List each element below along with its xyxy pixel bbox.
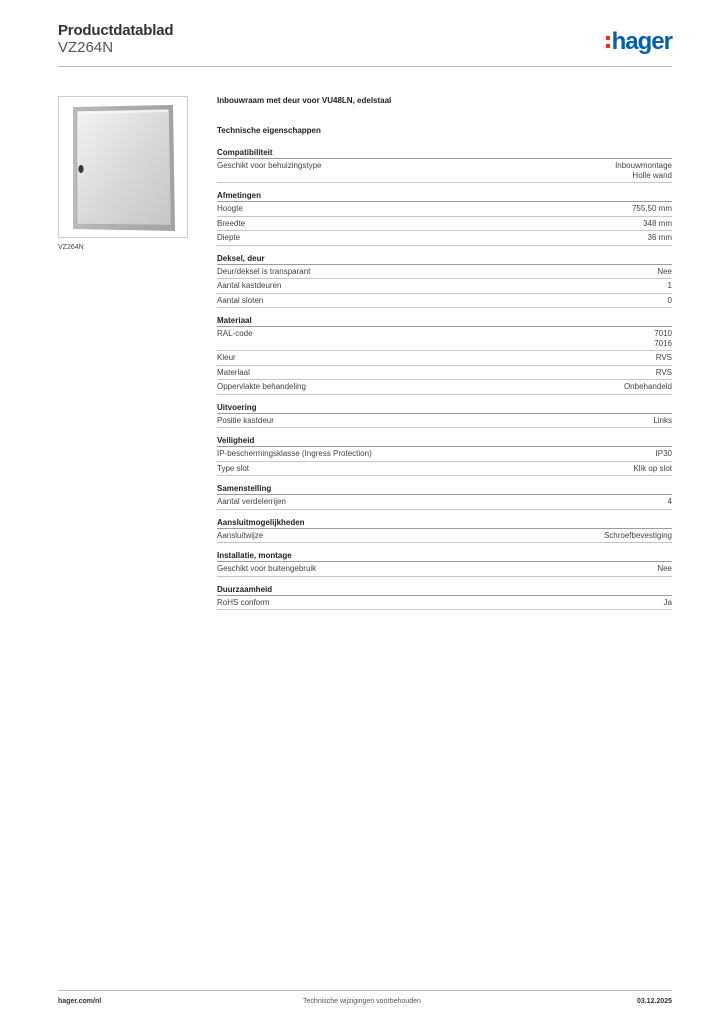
property-value-line: Links: [653, 415, 672, 425]
property-value-line: IP30: [655, 449, 672, 458]
property-value-line: RVS: [655, 353, 672, 362]
property-value: [668, 497, 672, 507]
property-row: [217, 462, 672, 477]
property-value: [664, 598, 672, 608]
group-title: Samenstelling: [217, 484, 672, 495]
property-label: Aansluitwijze: [217, 530, 264, 540]
group-title: Afmetingen: [217, 191, 672, 202]
property-value-line: 7010: [654, 329, 672, 338]
group-title: Duurzaamheid: [217, 585, 672, 596]
property-label: Deur/deksel is transparant: [217, 266, 311, 276]
property-value: [657, 564, 672, 574]
group-title: Uitvoering: [217, 403, 672, 414]
property-label: Type slot: [217, 463, 250, 473]
property-row: [217, 562, 672, 577]
property-row: [217, 414, 672, 429]
property-label: RoHS conform: [217, 597, 270, 607]
property-value-line: 36 mm: [647, 233, 672, 242]
document-title: Productdatablad: [58, 22, 174, 39]
property-row: [217, 596, 672, 611]
property-value-line: 348 mm: [643, 218, 672, 228]
property-row: [217, 351, 672, 366]
property-label: Materiaal: [217, 367, 250, 377]
property-value-line: 0: [667, 295, 672, 305]
property-row: [217, 159, 672, 183]
header-divider: [58, 66, 672, 67]
footer-divider: [58, 990, 672, 991]
property-label: Hoogte: [217, 204, 243, 213]
property-row: [217, 231, 672, 246]
property-label: Positie kastdeur: [217, 415, 274, 425]
property-groups: [217, 148, 672, 610]
property-value: [632, 204, 672, 214]
property-value: [656, 449, 672, 459]
property-label: Kleur: [217, 353, 236, 362]
property-value-line: 1: [667, 281, 672, 290]
property-value-line: Onbehandeld: [623, 382, 672, 391]
product-description: Inbouwraam met deur voor VU48LN, edelstaal: [217, 96, 392, 105]
group-title: Materiaal: [217, 316, 672, 327]
property-value-line: Nee: [657, 564, 672, 573]
property-value-line: Inbouwmontage: [615, 161, 672, 170]
property-row: [217, 380, 672, 395]
property-value: [668, 281, 672, 291]
property-value-line: 755,50 mm: [631, 204, 672, 213]
product-code: VZ264N: [58, 39, 114, 56]
property-label: Aantal sloten: [217, 295, 264, 305]
property-value: [643, 219, 672, 229]
property-row: [217, 447, 672, 462]
product-details: [217, 96, 672, 610]
property-value: [656, 353, 672, 363]
logo-text: hager: [611, 28, 672, 55]
property-row: [217, 366, 672, 381]
property-row: [217, 495, 672, 510]
property-value-line: Holle wand: [632, 170, 672, 180]
property-label: Geschikt voor behuizingstype: [217, 161, 322, 170]
property-label: RAL-code: [217, 329, 253, 338]
hager-logo: [606, 28, 672, 56]
property-value-line: Schroefbevestiging: [603, 530, 672, 540]
property-row: [217, 294, 672, 309]
property-value-line: Nee: [657, 266, 672, 276]
product-image: [58, 96, 188, 238]
property-value: [653, 416, 672, 426]
group-title: Veiligheid: [217, 436, 672, 447]
property-value: [648, 233, 672, 243]
property-value-line: Klik op slot: [633, 463, 672, 473]
property-value: [654, 329, 672, 348]
property-row: [217, 529, 672, 544]
group-title: Deksel, deur: [217, 254, 672, 265]
property-label: Aantal verdelerrijen: [217, 497, 286, 506]
property-row: [217, 217, 672, 232]
footer-date: 03.12.2025: [636, 998, 672, 1005]
property-row: [217, 265, 672, 280]
property-value: [624, 382, 672, 392]
group-title: Compatibiliteit: [217, 148, 672, 159]
property-row: [217, 279, 672, 294]
property-label: Geschikt voor buitengebruik: [217, 564, 317, 573]
property-row: [217, 327, 672, 351]
property-value: [656, 368, 672, 378]
property-value: [668, 296, 672, 306]
property-label: Diepte: [217, 233, 241, 242]
property-row: [217, 202, 672, 217]
property-label: IP-beschermingsklasse (Ingress Protection): [217, 449, 372, 458]
property-value-line: 4: [667, 497, 672, 506]
property-label: Oppervlakte behandeling: [217, 382, 306, 391]
image-caption: VZ264N: [58, 244, 84, 251]
group-title: Aansluitmogelijkheden: [217, 518, 672, 529]
property-label: Breedte: [217, 218, 246, 228]
section-heading: Technische eigenschappen: [217, 126, 321, 135]
footer-website[interactable]: hager.com/nl: [58, 998, 102, 1005]
group-title: Installatie, montage: [217, 551, 672, 562]
property-value: [604, 531, 672, 541]
footer-disclaimer: Technische wijzigingen voorbehouden: [303, 998, 421, 1005]
property-label: Aantal kastdeuren: [217, 281, 282, 290]
property-value: [615, 161, 672, 180]
property-value-line: 7016: [654, 338, 672, 348]
property-value-line: Ja: [663, 597, 672, 607]
door-panel-icon: [69, 103, 179, 233]
property-value-line: RVS: [655, 367, 672, 377]
property-value: [633, 464, 672, 474]
property-value: [657, 267, 672, 277]
logo-dots-icon: [606, 36, 610, 48]
